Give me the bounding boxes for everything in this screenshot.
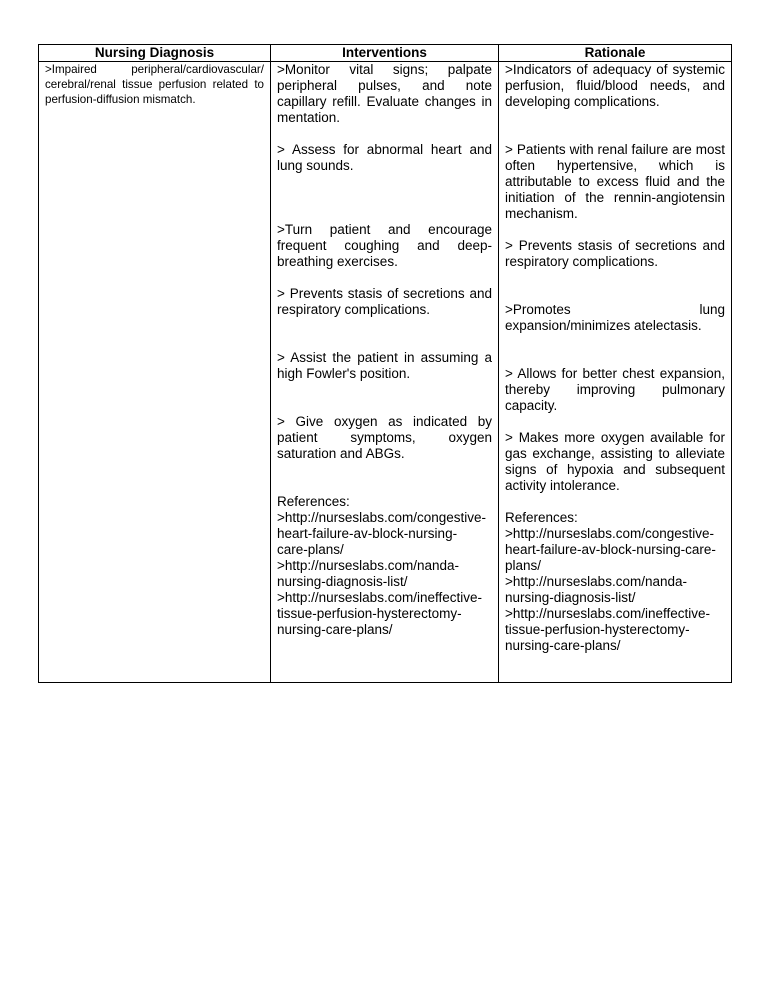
references-title: References: — [277, 494, 350, 509]
header-interventions: Interventions — [271, 45, 499, 62]
table-row — [39, 62, 732, 683]
rationale-item: > Prevents stasis of secretions and respiratory complications. — [505, 238, 725, 269]
nursing-care-plan-table — [38, 44, 732, 683]
header-nursing-diagnosis: Nursing Diagnosis — [39, 45, 271, 62]
intervention-item: >Monitor vital signs; palpate peripheral pulses, and note capillary refill. Evaluate changes in mentation. — [277, 62, 492, 125]
intervention-item: >Turn patient and encourage frequent coughing and deep-breathing exercises. — [277, 222, 492, 269]
references-list: >http://nurseslabs.com/congestive- heart-failure-av-block-nursing- care-plans/ >http://nurseslabs.com/nanda- nursing-diagnosis-list/ >http://nurseslabs.com/ineffective- tissue-perfusion-hysterectomy- nursing-care-plans/ — [277, 510, 486, 637]
interventions-cell — [271, 62, 499, 683]
intervention-item: > Assess for abnormal heart and lung sounds. — [277, 142, 492, 173]
rationale-item: > Allows for better chest expansion, thereby improving pulmonary capacity. — [505, 366, 725, 413]
rationale-cell — [499, 62, 732, 683]
rationale-item: >Indicators of adequacy of systemic perfusion, fluid/blood needs, and developing complications. — [505, 62, 725, 109]
diagnosis-text: >Impaired peripheral/cardiovascular/ cerebral/renal tissue perfusion related to perfusion-diffusion mismatch. — [45, 63, 264, 106]
intervention-item: > Assist the patient in assuming a high Fowler's position. — [277, 350, 492, 381]
header-row — [39, 45, 732, 62]
diagnosis-cell — [39, 62, 271, 683]
references-list: >http://nurseslabs.com/congestive- heart-failure-av-block-nursing-care- plans/ >http://nurseslabs.com/nanda- nursing-diagnosis-list/ >http://nurseslabs.com/ineffective- tissue-perfusion-hysterectomy- nursing-care-plans/ — [505, 526, 716, 653]
rationale-item: > Makes more oxygen available for gas exchange, assisting to alleviate signs of hypoxia and subsequent activity intolerance. — [505, 430, 725, 493]
intervention-item: > Prevents stasis of secretions and respiratory complications. — [277, 286, 492, 317]
intervention-item: > Give oxygen as indicated by patient symptoms, oxygen saturation and ABGs. — [277, 414, 492, 461]
references-title: References: — [505, 510, 578, 525]
rationale-item: >Promotes lung expansion/minimizes atelectasis. — [505, 302, 725, 333]
header-rationale: Rationale — [499, 45, 732, 62]
rationale-item: > Patients with renal failure are most often hypertensive, which is attributable to excess fluid and the initiation of the rennin-angiotensin mechanism. — [505, 142, 725, 221]
